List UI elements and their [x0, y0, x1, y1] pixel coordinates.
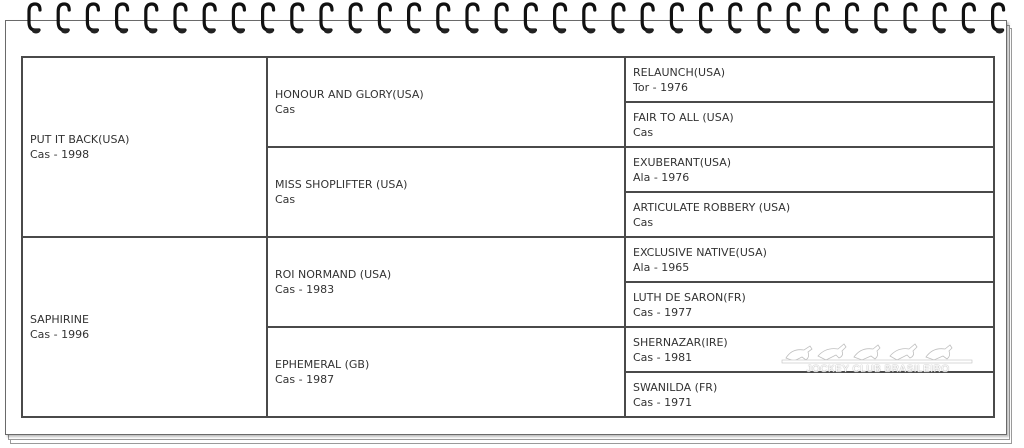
- ancestor-cell: [625, 282, 994, 327]
- horse-name: MISS SHOPLIFTER (USA): [275, 178, 408, 191]
- horse-info: Cas: [275, 103, 296, 116]
- ancestor-cell: [625, 237, 994, 282]
- horse-name: ROI NORMAND (USA): [275, 268, 392, 281]
- horse-name: RELAUNCH(USA): [633, 65, 726, 79]
- horse-info: Cas - 1983: [275, 283, 335, 296]
- horse-info: Cas - 1987: [275, 373, 335, 386]
- sire-cell: [22, 57, 267, 237]
- watermark-text: JOCKEY CLUB BRASILEIRO: [806, 364, 950, 375]
- horse-name: SAPHIRINE: [30, 313, 89, 326]
- ancestor-cell: [625, 102, 994, 147]
- horse-name: LUTH DE SARON(FR): [633, 290, 746, 304]
- galloping-horses-icon: [778, 336, 978, 366]
- horse-info: Tor - 1976: [633, 80, 689, 94]
- horse-name: EPHEMERAL (GB): [275, 358, 370, 371]
- horse-name: HONOUR AND GLORY(USA): [275, 88, 424, 101]
- maternal-granddam-cell: [267, 327, 625, 417]
- horse-info: Ala - 1965: [633, 260, 690, 274]
- horse-info: Cas: [275, 193, 296, 206]
- paternal-grandsire-cell: [267, 57, 625, 147]
- paternal-granddam-cell: [267, 147, 625, 237]
- horse-name: EXUBERANT(USA): [633, 155, 732, 169]
- horse-info: Cas: [633, 215, 654, 229]
- horse-info: Cas - 1981: [633, 350, 693, 364]
- horse-info: Cas - 1996: [30, 328, 90, 341]
- ancestor-cell: [625, 57, 994, 102]
- horse-info: Cas - 1977: [633, 305, 693, 319]
- horse-name: PUT IT BACK(USA): [30, 133, 130, 146]
- horse-name: EXCLUSIVE NATIVE(USA): [633, 245, 767, 259]
- jockey-club-watermark: [778, 336, 978, 382]
- horse-info: Cas - 1998: [30, 148, 90, 161]
- ancestor-cell: [625, 147, 994, 192]
- horse-info: Cas: [633, 125, 654, 139]
- horse-name: ARTICULATE ROBBERY (USA): [633, 200, 791, 214]
- horse-name: SHERNAZAR(IRE): [633, 335, 728, 349]
- dam-cell: [22, 237, 267, 417]
- horse-info: Ala - 1976: [633, 170, 690, 184]
- ancestor-cell: [625, 192, 994, 237]
- horse-info: Cas - 1971: [633, 395, 693, 409]
- horse-name: SWANILDA (FR): [633, 380, 718, 394]
- horse-name: FAIR TO ALL (USA): [633, 110, 734, 124]
- maternal-grandsire-cell: [267, 237, 625, 327]
